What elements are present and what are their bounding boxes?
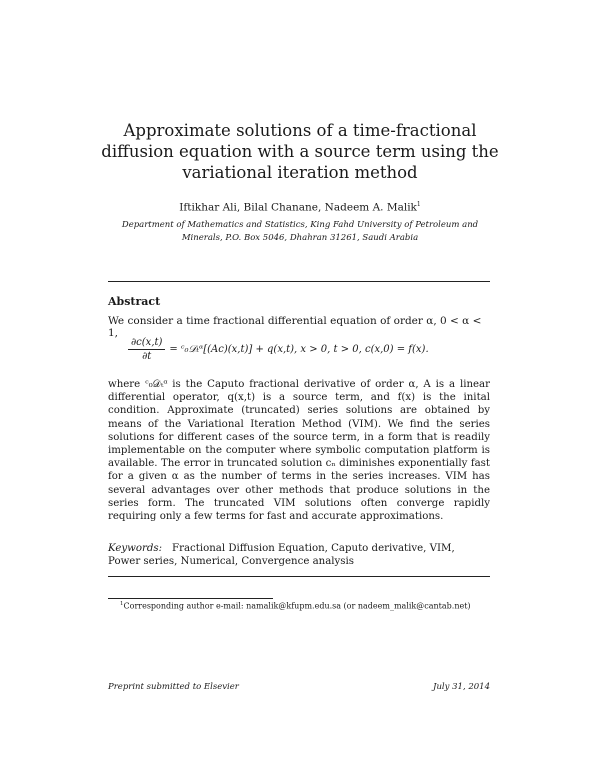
footnote-text: Corresponding author e-mail: namalik@kfupm.edu.sa (or nadeem_malik@cantab.net): [123, 601, 471, 611]
equation-denominator: ∂t: [142, 351, 152, 362]
abstract-heading: Abstract: [108, 295, 161, 308]
abstract-intro: We consider a time fractional differential equation of order α, 0 < α < 1,: [108, 315, 482, 339]
author-list: [100, 201, 500, 214]
keywords: [108, 542, 490, 568]
abstract-body: where ᶜ₀𝒟ₜᵅ is the Caputo fractional derivative of order α, A is a linear differential operator, q(x,t) is a source term, and f(x) is the inital condition. Approximate (truncated) series solutions are obtained by means of the Variational Iteration Method (VIM). We find the series solutions for different cases of the source term, in a form that is readily implementable on the computer where symbolic computation platform is available. The error in truncated solution cₙ diminishes exponentially fast for a given α as the number of terms in the series increases. VIM has several advantages over other methods that produce solutions in the series form. The truncated VIM solutions often converge rapidly requiring only a few terms for fast and accurate approximations.: [108, 379, 490, 523]
footnote-mark: 1: [120, 601, 124, 607]
equation-rhs: = ᶜ₀𝒟ₜᵅ[(Ac)(x,t)] + q(x,t), x > 0, t > 0, c(x,0) = f(x).: [169, 344, 429, 355]
equation-fraction: [128, 337, 165, 362]
keywords-text: Fractional Diffusion Equation, Caputo derivative, VIM, Power series, Numerical, Convergence analysis: [108, 543, 455, 568]
author-footnote-mark: 1: [416, 201, 421, 208]
keywords-label: Keywords:: [108, 543, 163, 554]
footnote: [120, 601, 471, 611]
footnote-rule: [108, 598, 273, 599]
abstract-bottom-rule: [108, 576, 490, 577]
affiliation: Department of Mathematics and Statistics, King Fahd University of Petroleum and Minerals, P.O. Box 5046, Dhahran 31261, Saudi Arabia: [121, 220, 479, 243]
paper-title: Approximate solutions of a time-fractional diffusion equation with a source term using the variational iteration method: [101, 121, 499, 182]
footer-date: July 31, 2014: [433, 682, 490, 692]
author-names: Iftikhar Ali, Bilal Chanane, Nadeem A. Malik: [179, 201, 417, 214]
abstract-top-rule: [108, 281, 490, 282]
main-equation: [128, 337, 429, 362]
footer-preprint-note: Preprint submitted to Elsevier: [108, 682, 239, 692]
equation-numerator: ∂c(x,t): [128, 337, 165, 350]
